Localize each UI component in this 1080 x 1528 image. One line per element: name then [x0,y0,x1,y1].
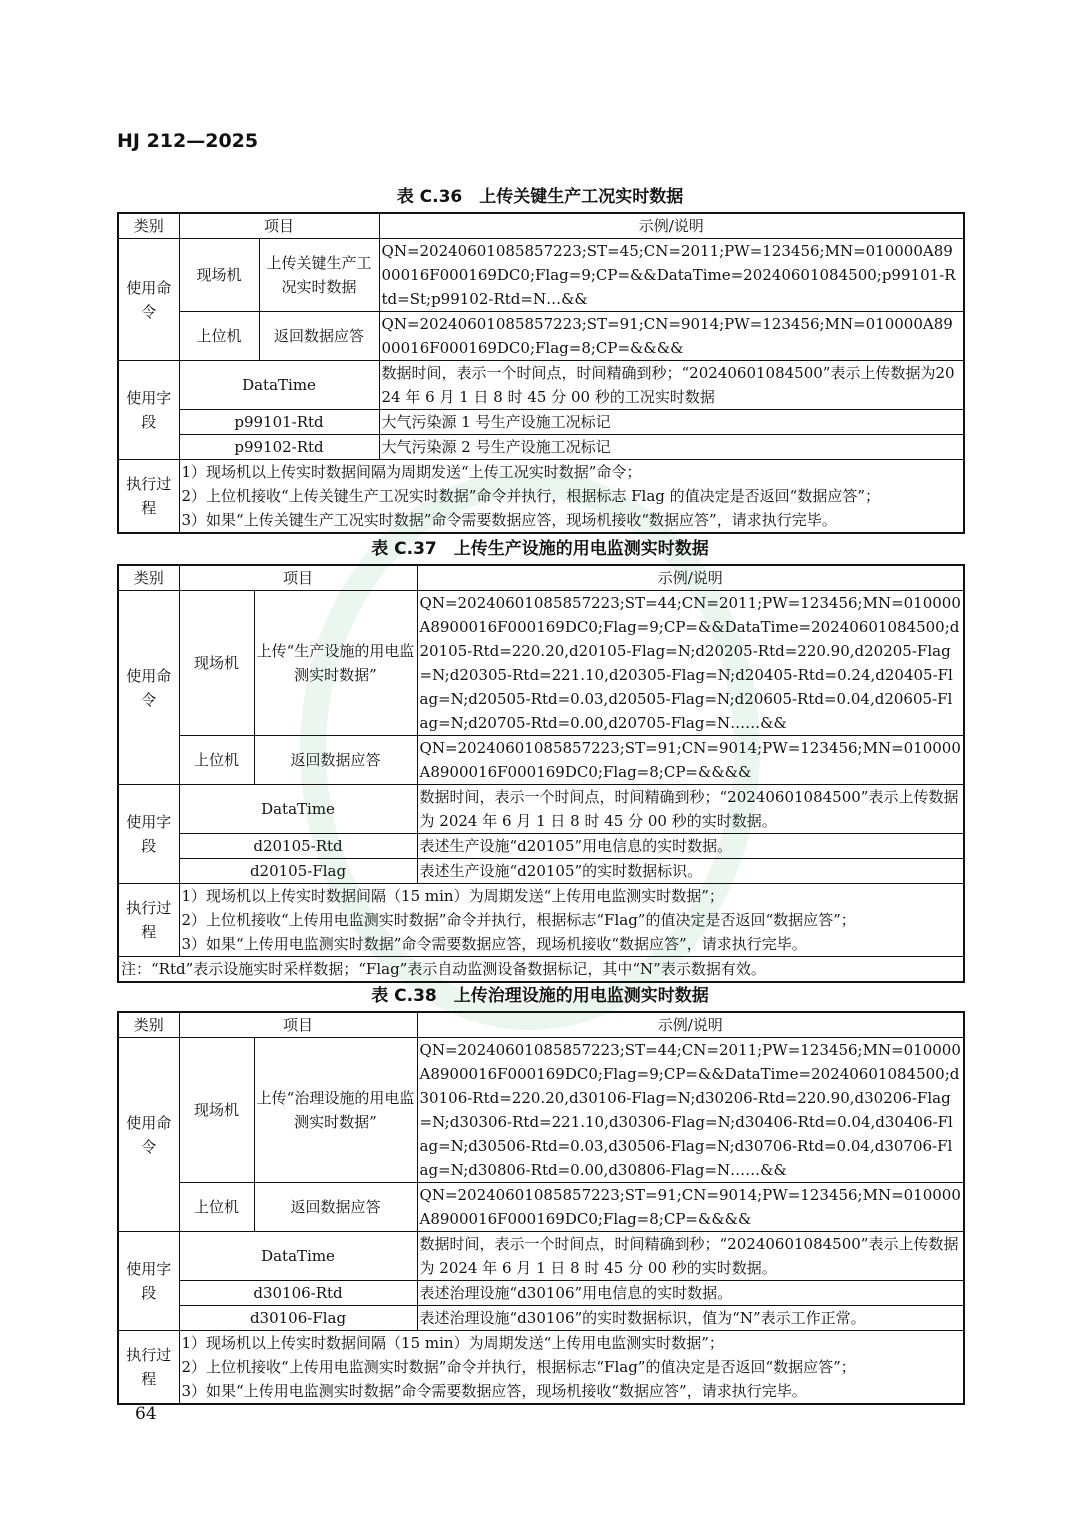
site-command-name: 上传“治理设施的用电监测实时数据” [254,1038,417,1183]
exec-step: 2）上位机接收“上传用电监测实时数据”命令并执行，根据标志“Flag”的值决定是否返回“数据应答”； [181,911,856,929]
host-command-example: QN=20240601085857223;ST=91;CN=9014;PW=123456;MN=010000A8900016F000169DC0;Flag=8;CP=&&&& [417,1183,964,1232]
category-exec: 执行过程 [118,884,179,957]
category-command: 使用命令 [118,239,179,361]
field-desc: 大气污染源 2 号生产设施工况标记 [379,435,964,460]
category-fields: 使用字段 [118,1232,179,1331]
col-header-category: 类别 [118,1012,179,1038]
document-id: HJ 212—2025 [117,130,259,152]
site-machine-label: 现场机 [179,1038,254,1183]
exec-steps [179,1331,964,1405]
field-name: d20105-Rtd [179,834,417,859]
table-note: 注：“Rtd”表示设施实时采样数据；“Flag”表示自动监测设备数据标记，其中“N”表示数据有效。 [118,957,964,983]
site-command-example: QN=20240601085857223;ST=44;CN=2011;PW=123456;MN=010000A8900016F000169DC0;Flag=9;CP=&&DataTime=20240601084500;d30106-Rtd=220.20,d30106-Flag=N;d30206-Rtd=220.90,d30206-Flag=N;d30306-Rtd=221.10,d30306-Flag=N;d30406-Rtd=0.04,d30406-Flag=N;d30506-Rtd=0.03,d30506-Flag=N;d30706-Rtd=0.04,d30706-Flag=N;d30806-Rtd=0.00,d30806-Flag=N……&& [417,1038,964,1183]
site-command-example: QN=20240601085857223;ST=45;CN=2011;PW=123456;MN=010000A8900016F000169DC0;Flag=9;CP=&&DataTime=20240601084500;p99101-Rtd=St;p99102-Rtd=N…&& [379,239,964,312]
page-number: 64 [135,1404,157,1424]
exec-step: 2）上位机接收“上传用电监测实时数据”命令并执行，根据标志“Flag”的值决定是否返回“数据应答”； [181,1358,856,1376]
category-fields: 使用字段 [118,361,179,460]
exec-step: 1）现场机以上传实时数据间隔（15 min）为周期发送“上传用电监测实时数据”； [181,887,724,905]
col-header-category: 类别 [118,565,179,591]
site-command-name: 上传“生产设施的用电监测实时数据” [254,591,417,736]
host-machine-label: 上位机 [179,1183,254,1232]
field-desc: 数据时间，表示一个时间点，时间精确到秒；“20240601084500”表示上传数据为2024 年 6 月 1 日 8 时 45 分 00 秒的工况实时数据 [379,361,964,410]
col-header-example: 示例/说明 [417,1012,964,1038]
table-c36-caption: 表 C.36 上传关键生产工况实时数据 [396,187,684,207]
col-header-item: 项目 [179,1012,417,1038]
exec-steps [179,460,964,534]
table-c37-caption: 表 C.37 上传生产设施的用电监测实时数据 [371,539,709,559]
host-machine-label: 上位机 [179,736,254,785]
exec-steps [179,884,964,957]
table-c38 [117,1011,965,1405]
category-exec: 执行过程 [118,460,179,534]
col-header-example: 示例/说明 [417,565,964,591]
exec-step: 1）现场机以上传实时数据间隔（15 min）为周期发送“上传用电监测实时数据”； [181,1334,724,1352]
site-machine-label: 现场机 [179,239,259,312]
field-name: p99102-Rtd [179,435,379,460]
field-desc: 表述治理设施“d30106”的实时数据标识，值为“N”表示工作正常。 [417,1306,964,1331]
host-command-example: QN=20240601085857223;ST=91;CN=9014;PW=123456;MN=010000A8900016F000169DC0;Flag=8;CP=&&&& [417,736,964,785]
field-name: d30106-Rtd [179,1281,417,1306]
category-command: 使用命令 [118,591,179,785]
table-c38-caption: 表 C.38 上传治理设施的用电监测实时数据 [371,986,709,1006]
field-desc: 数据时间，表示一个时间点，时间精确到秒；“20240601084500”表示上传数据为 2024 年 6 月 1 日 8 时 45 分 00 秒的实时数据。 [417,1232,964,1281]
host-command-example: QN=20240601085857223;ST=91;CN=9014;PW=123456;MN=010000A8900016F000169DC0;Flag=8;CP=&&&& [379,312,964,361]
site-command-example: QN=20240601085857223;ST=44;CN=2011;PW=123456;MN=010000A8900016F000169DC0;Flag=9;CP=&&DataTime=20240601084500;d20105-Rtd=220.20,d20105-Flag=N;d20205-Rtd=220.90,d20205-Flag=N;d20305-Rtd=221.10,d20305-Flag=N;d20405-Rtd=0.24,d20405-Flag=N;d20505-Rtd=0.03,d20505-Flag=N;d20605-Rtd=0.04,d20605-Flag=N;d20705-Rtd=0.00,d20705-Flag=N……&& [417,591,964,736]
category-command: 使用命令 [118,1038,179,1232]
exec-step: 3）如果“上传用电监测实时数据”命令需要数据应答，现场机接收“数据应答”，请求执行完毕。 [181,1382,807,1400]
category-fields: 使用字段 [118,785,179,884]
col-header-item: 项目 [179,565,417,591]
exec-step: 1）现场机以上传实时数据间隔为周期发送“上传工况实时数据”命令； [181,463,642,481]
table-c37 [117,564,965,983]
field-name: DataTime [179,1232,417,1281]
exec-step: 3）如果“上传用电监测实时数据”命令需要数据应答，现场机接收“数据应答”，请求执行完毕。 [181,935,807,953]
category-exec: 执行过程 [118,1331,179,1405]
field-name: DataTime [179,785,417,834]
field-name: d30106-Flag [179,1306,417,1331]
field-name: d20105-Flag [179,859,417,884]
site-machine-label: 现场机 [179,591,254,736]
col-header-category: 类别 [118,213,179,239]
host-command-name: 返回数据应答 [259,312,379,361]
table-c36 [117,212,965,534]
exec-step: 2）上位机接收“上传关键生产工况实时数据”命令并执行，根据标志 Flag 的值决定是否返回“数据应答”； [181,487,881,505]
col-header-item: 项目 [179,213,379,239]
host-machine-label: 上位机 [179,312,259,361]
host-command-name: 返回数据应答 [254,1183,417,1232]
field-desc: 数据时间，表示一个时间点，时间精确到秒；“20240601084500”表示上传数据为 2024 年 6 月 1 日 8 时 45 分 00 秒的实时数据。 [417,785,964,834]
field-name: p99101-Rtd [179,410,379,435]
field-desc: 表述生产设施“d20105”用电信息的实时数据。 [417,834,964,859]
field-desc: 表述治理设施“d30106”用电信息的实时数据。 [417,1281,964,1306]
field-desc: 表述生产设施“d20105”的实时数据标识。 [417,859,964,884]
site-command-name: 上传关键生产工况实时数据 [259,239,379,312]
col-header-example: 示例/说明 [379,213,964,239]
field-name: DataTime [179,361,379,410]
host-command-name: 返回数据应答 [254,736,417,785]
field-desc: 大气污染源 1 号生产设施工况标记 [379,410,964,435]
exec-step: 3）如果“上传关键生产工况实时数据”命令需要数据应答，现场机接收“数据应答”，请求执行完毕。 [181,511,837,529]
